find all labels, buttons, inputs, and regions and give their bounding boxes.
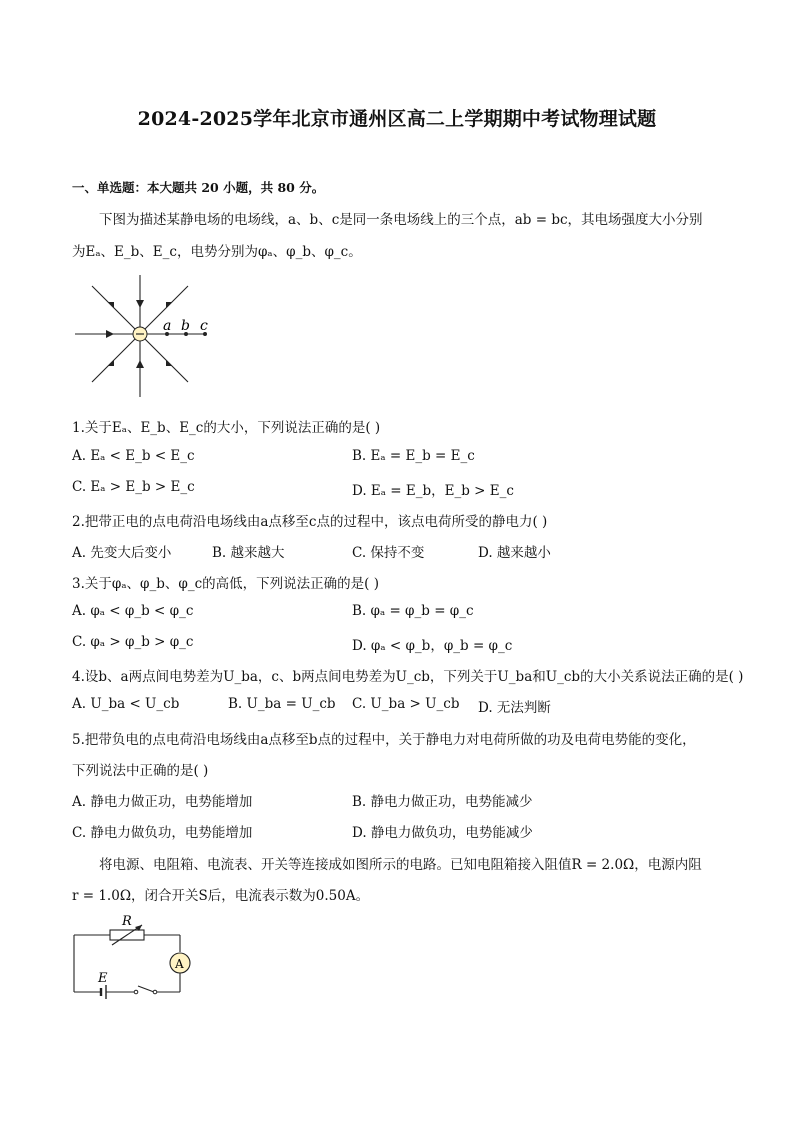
q3-option-c: C. φₐ > φ_b > φ_c [72,634,194,650]
label-a: a [163,318,172,334]
stem2-line1: 将电源、电阻箱、电流表、开关等连接成如图所示的电路。已知电阻箱接入阻值R = 2.0Ω，电源内阻 [99,857,702,873]
resistor-label: R [122,914,132,929]
q1-stem: 1.关于Eₐ、E_b、E_c的大小，下列说法正确的是( ) [72,420,381,436]
q1-option-a: A. Eₐ < E_b < E_c [72,448,195,464]
q3-option-a: A. φₐ < φ_b < φ_c [72,603,194,619]
q5-stem: 5.把带负电的点电荷沿电场线由a点移至b点的过程中，关于静电力对电荷所做的功及电荷电势能的变化， [72,732,696,748]
q2-stem: 2.把带正电的点电荷沿电场线由a点移至c点的过程中，该点电荷所受的静电力( ) [72,514,548,530]
q3-option-b: B. φₐ = φ_b = φ_c [352,603,474,619]
stem1-line2: 为Eₐ、E_b、E_c，电势分别为φₐ、φ_b、φ_c。 [72,244,362,260]
q1-option-b: B. Eₐ = E_b = E_c [352,448,475,464]
q4-stem: 4.设b、a两点间电势差为U_ba，c、b两点间电势差为U_cb，下列关于U_ba和U_cb的大小关系说法正确的是( ) [72,669,744,685]
ammeter-label: A [175,957,184,971]
q4-option-a: A. U_ba < U_cb [72,696,180,712]
q4-option-d: D. 无法判断 [478,700,551,716]
circuit-figure [68,910,194,1002]
q3-stem: 3.关于φₐ、φ_b、φ_c的高低，下列说法正确的是( ) [72,576,379,592]
q2-option-d: D. 越来越小 [478,545,551,561]
q5-option-b: B. 静电力做正功，电势能减少 [352,794,533,810]
q2-option-c: C. 保持不变 [352,545,425,561]
q5-option-d: D. 静电力做负功，电势能减少 [352,825,533,841]
stem2-line2: r = 1.0Ω，闭合开关S后，电流表示数为0.50A。 [72,888,370,904]
q5-option-c: C. 静电力做负功，电势能增加 [72,825,253,841]
label-b: b [181,318,190,334]
q5-stem-line2: 下列说法中正确的是( ) [72,763,209,779]
page-title: 2024-2025学年北京市通州区高二上学期期中考试物理试题 [137,108,657,130]
q2-option-b: B. 越来越大 [212,545,285,561]
q3-option-d: D. φₐ < φ_b，φ_b = φ_c [352,638,513,654]
q4-option-c: C. U_ba > U_cb [352,696,460,712]
q1-option-d: D. Eₐ = E_b，E_b > E_c [352,483,514,499]
q1-option-c: C. Eₐ > E_b > E_c [72,479,195,495]
source-label: E [98,971,108,986]
q2-option-a: A. 先变大后变小 [72,545,172,561]
label-c: c [200,318,208,334]
field-lines-figure [72,272,222,400]
stem1-line1: 下图为描述某静电场的电场线，a、b、c是同一条电场线上的三个点，ab = bc，其电场强度大小分别 [99,212,703,228]
q4-option-b: B. U_ba = U_cb [228,696,336,712]
q5-option-a: A. 静电力做正功，电势能增加 [72,794,253,810]
section-heading: 一、单选题：本大题共 20 小题，共 80 分。 [72,180,325,195]
